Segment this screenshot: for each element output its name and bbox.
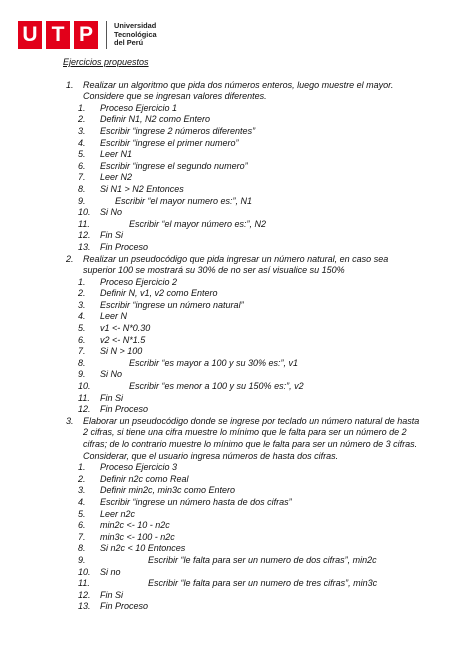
step-text: Leer N2 [100, 172, 133, 183]
step-number: 1. [78, 102, 86, 113]
step-number: 1. [78, 276, 86, 287]
step-number: 7. [78, 531, 86, 542]
step-number: 4. [78, 137, 86, 148]
step-item [63, 172, 463, 184]
step-item [63, 346, 463, 358]
step-number: 13. [78, 601, 91, 612]
step-text: Escribir “el mayor número es:”, N2 [129, 218, 267, 229]
step-number: 5. [78, 508, 86, 519]
step-number: 8. [78, 357, 86, 368]
step-item [63, 497, 463, 509]
step-text: Definir min2c, min3c como Entero [100, 485, 236, 496]
step-number: 3. [78, 125, 86, 136]
step-item [63, 381, 463, 393]
step-number: 2. [78, 114, 86, 125]
step-number: 10. [78, 381, 91, 392]
step-text: Definir N1, N2 como Entero [100, 114, 211, 125]
step-text: Si N > 100 [100, 346, 143, 357]
step-text: Si no [100, 566, 121, 577]
exercise-3-steps [63, 462, 463, 613]
exercise-statement: Realizar un pseudocódigo que pida ingresar un número natural, en caso sea superior 100 se mostrará su 30% de no ser así visualice su 150% [83, 253, 389, 276]
step-item [63, 161, 463, 173]
step-text: Escribir “le falta para ser un numero de dos cifras”, min2c [148, 554, 377, 565]
exercise-statement: Elaborar un pseudocódigo donde se ingrese por teclado un número natural de hasta 2 cifras, si tiene una cifra muestre lo mínimo que le falta para ser un número de 2 cifras; de lo contrario muestre lo mínimo que le falta para ser un número de 3 cifras. Considerar, que el usuario ingresa números de hasta dos cifras. [83, 415, 420, 461]
step-item [63, 474, 463, 486]
step-item [63, 393, 463, 405]
exercise-2-steps [63, 277, 463, 416]
step-item [63, 335, 463, 347]
step-item [63, 462, 463, 474]
step-number: 4. [78, 311, 86, 322]
step-item [63, 404, 463, 416]
step-text: Definir n2c como Real [100, 473, 189, 484]
step-number: 3. [78, 485, 86, 496]
step-text: Fin Si [100, 230, 124, 241]
step-text: Si No [100, 369, 123, 380]
step-item [63, 520, 463, 532]
step-text: Fin Si [100, 589, 124, 600]
step-text: Escribir “ingrese el segundo numero” [100, 160, 248, 171]
step-number: 5. [78, 149, 86, 160]
step-text: Escribir “es menor a 100 y su 150% es:”, v2 [129, 381, 304, 392]
step-number: 9. [78, 554, 86, 565]
step-number: 7. [78, 172, 86, 183]
exercise-1-steps [63, 103, 463, 254]
logo-line-1: Universidad [114, 21, 157, 31]
logo-line-3: del Perú [114, 38, 144, 48]
step-number: 12. [78, 404, 91, 415]
exercise-number: 1. [66, 79, 74, 90]
step-number: 6. [78, 160, 86, 171]
step-text: Definir N, v1, v2 como Entero [100, 288, 218, 299]
step-text: Fin Si [100, 392, 124, 403]
step-item [63, 543, 463, 555]
step-text: Si n2c < 10 Entonces [100, 543, 186, 554]
step-number: 6. [78, 520, 86, 531]
step-item [63, 323, 463, 335]
exercise-1 [63, 80, 463, 103]
logo-letter-p: P [74, 21, 98, 49]
step-number: 9. [78, 195, 86, 206]
step-text: Escribir “es mayor a 100 y su 30% es:”, v1 [129, 357, 299, 368]
step-number: 4. [78, 496, 86, 507]
step-text: Escribir “ingrese un número hasta de dos cifras” [100, 496, 292, 507]
step-item [63, 578, 463, 590]
step-item [63, 369, 463, 381]
step-number: 8. [78, 543, 86, 554]
step-text: min3c <- 100 - n2c [100, 531, 175, 542]
logo-letter-u: U [18, 21, 42, 49]
step-item [63, 114, 463, 126]
step-text: Escribir “el mayor numero es:”, N1 [115, 195, 253, 206]
exercise-2 [63, 254, 463, 277]
step-item [63, 288, 463, 300]
step-number: 5. [78, 323, 86, 334]
step-number: 10. [78, 566, 91, 577]
exercise-number: 3. [66, 415, 74, 426]
step-text: Escribir “le falta para ser un numero de tres cifras”, min3c [148, 578, 378, 589]
logo-letter-t: T [46, 21, 70, 49]
step-text: Escribir “ingrese el primer numero” [100, 137, 239, 148]
step-text: Escribir “ingrese un número natural” [100, 299, 244, 310]
step-item [63, 126, 463, 138]
step-item [63, 242, 463, 254]
step-item [63, 300, 463, 312]
step-item [63, 555, 463, 567]
step-item [63, 590, 463, 602]
step-number: 9. [78, 369, 86, 380]
step-text: Proceso Ejercicio 2 [100, 276, 178, 287]
step-number: 11. [78, 218, 90, 229]
step-item [63, 138, 463, 150]
step-number: 11. [78, 578, 90, 589]
step-item [63, 149, 463, 161]
step-item [63, 532, 463, 544]
step-number: 12. [78, 589, 91, 600]
step-text: Si N1 > N2 Entonces [100, 183, 184, 194]
step-text: Si No [100, 207, 123, 218]
step-number: 6. [78, 334, 86, 345]
step-number: 3. [78, 299, 86, 310]
exercise-number: 2. [66, 253, 74, 264]
logo-letters [18, 21, 98, 49]
step-item [63, 311, 463, 323]
step-number: 11. [78, 392, 90, 403]
step-number: 2. [78, 473, 86, 484]
logo-line-2: Tecnológica [114, 29, 157, 39]
step-number: 13. [78, 241, 91, 252]
step-text: Fin Proceso [100, 404, 149, 415]
step-item [63, 509, 463, 521]
step-item [63, 277, 463, 289]
step-text: Leer N1 [100, 149, 133, 160]
step-number: 8. [78, 183, 86, 194]
exercise-3 [63, 416, 463, 462]
step-text: v1 <- N*0.30 [100, 323, 151, 334]
step-number: 1. [78, 462, 86, 473]
step-item [63, 103, 463, 115]
step-item [63, 207, 463, 219]
step-item [63, 485, 463, 497]
step-text: Escribir “ingrese 2 números diferentes” [100, 125, 256, 136]
logo-university-name [114, 22, 157, 47]
step-item [63, 196, 463, 208]
step-item [63, 601, 463, 613]
step-text: Leer n2c [100, 508, 136, 519]
utp-logo [18, 18, 157, 52]
step-text: Proceso Ejercicio 3 [100, 462, 178, 473]
step-text: min2c <- 10 - n2c [100, 520, 170, 531]
step-text: Proceso Ejercicio 1 [100, 102, 178, 113]
page-title: Ejercicios propuestos [63, 57, 149, 67]
step-text: Fin Proceso [100, 241, 149, 252]
step-item [63, 230, 463, 242]
step-item [63, 567, 463, 579]
step-number: 7. [78, 346, 86, 357]
logo-divider [106, 21, 107, 49]
step-text: Fin Proceso [100, 601, 149, 612]
step-number: 12. [78, 230, 91, 241]
step-text: v2 <- N*1.5 [100, 334, 146, 345]
exercise-statement: Realizar un algoritmo que pida dos números enteros, luego muestre el mayor. Considere que se ingresan valores diferentes. [83, 79, 394, 102]
step-number: 2. [78, 288, 86, 299]
step-text: Leer N [100, 311, 128, 322]
step-item [63, 219, 463, 231]
step-item [63, 184, 463, 196]
step-item [63, 358, 463, 370]
document-body [63, 57, 463, 613]
step-number: 10. [78, 207, 91, 218]
